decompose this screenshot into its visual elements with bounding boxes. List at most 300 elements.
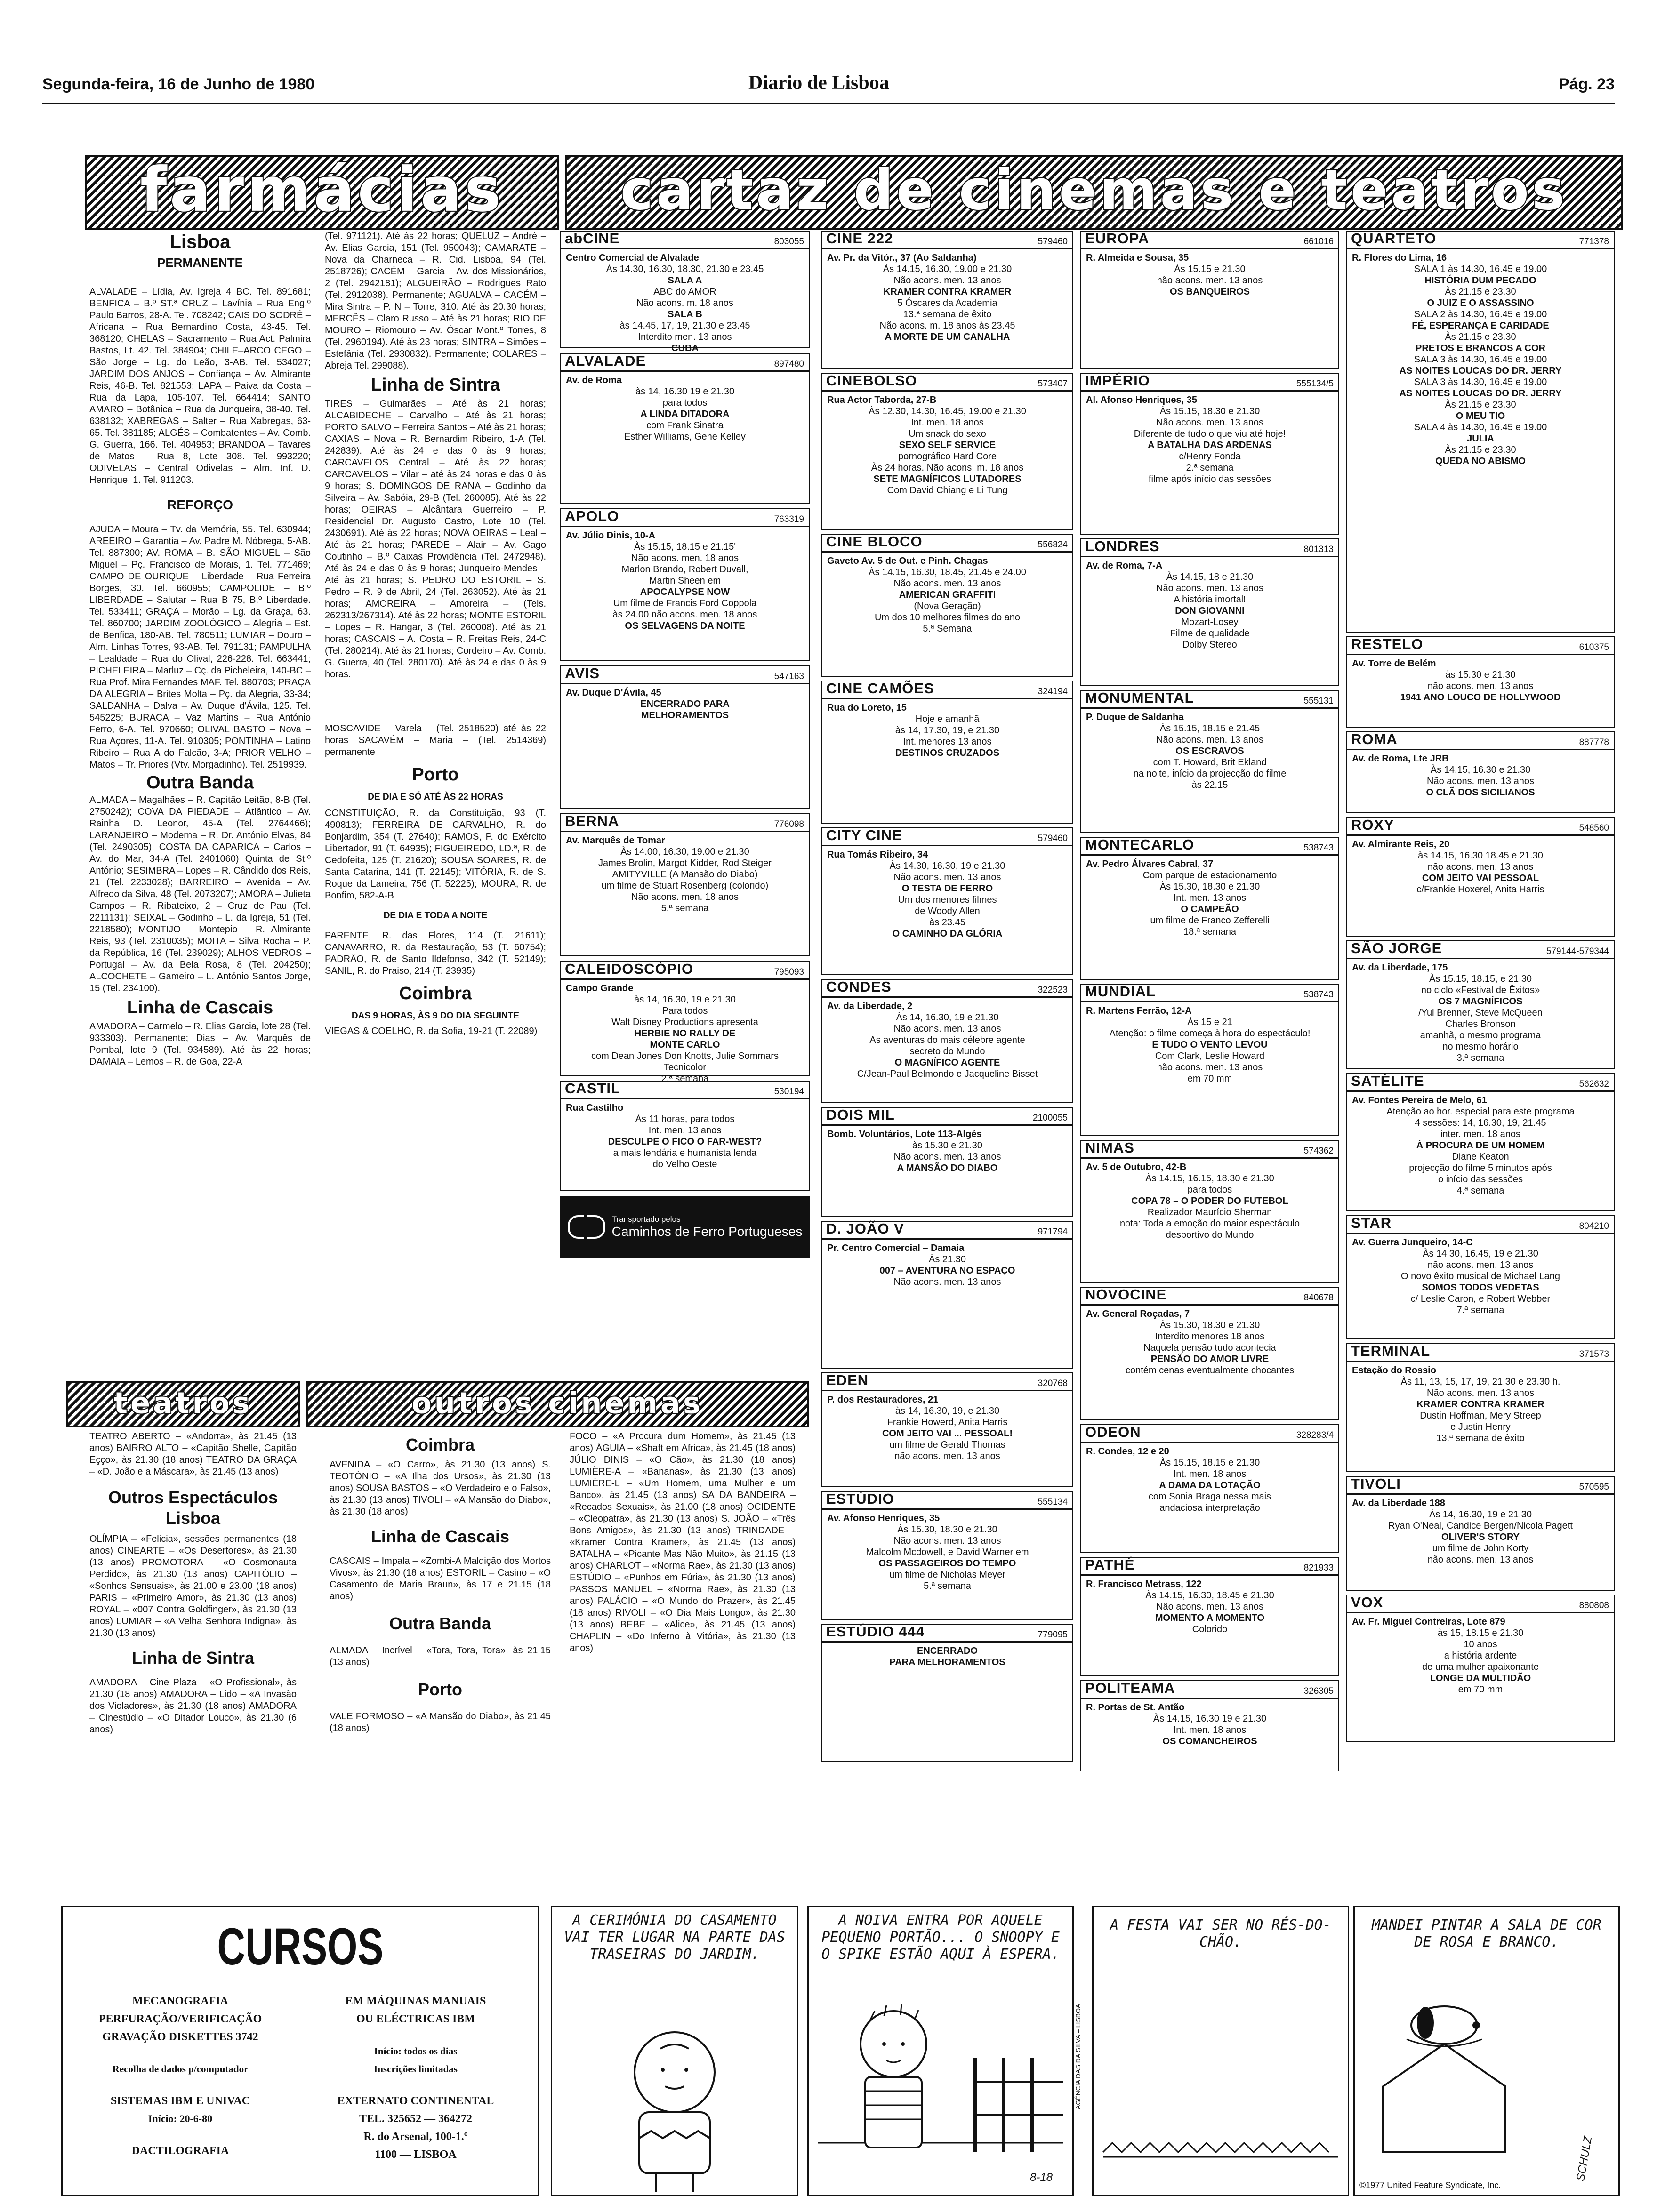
cinema-line: Tecnicolor xyxy=(663,1062,707,1073)
cinema-line: A LINDA DITADORA xyxy=(640,409,730,419)
cinema-listing xyxy=(560,230,810,353)
masthead xyxy=(42,72,1615,94)
cinema-line: C/Jean-Paul Belmondo e Jacqueline Bisset xyxy=(857,1069,1038,1079)
cinema-body xyxy=(1347,1092,1614,1199)
cinema-line: inter. men. 18 anos xyxy=(1440,1129,1521,1139)
cinema-header xyxy=(1347,732,1614,750)
cinema-line: 5 Óscares da Academia xyxy=(897,298,997,308)
cinema-line: 4 sessões: 14, 16.30, 19, 21.45 xyxy=(1415,1118,1546,1128)
cinema-body xyxy=(822,1391,1072,1465)
cinema-name: TERMINAL xyxy=(1351,1343,1431,1359)
cp-advertisement xyxy=(560,1196,810,1258)
oc-cascais-list: CASCAIS – Impala – «Zombi-A Maldição dos Mortos Vivos», às 21.30 (18 anos) ESTORIL – Casino – «O Casamento de Maria Braun», às 17 e 21.15 (18 anos) xyxy=(330,1556,551,1602)
cinema-line: c/Frankie Hoxerel, Anita Harris xyxy=(1416,884,1544,895)
cinema-line: Às 12.30, 14.30, 16.45, 19.00 e 21.30 xyxy=(869,406,1026,417)
cinema-body xyxy=(1081,1306,1338,1379)
cinema-header xyxy=(1347,818,1614,836)
cinema-line: ENCERRADO PARA xyxy=(640,699,730,709)
cinema-line: Atenção ao hor. especial para este programa xyxy=(1386,1106,1575,1117)
cinema-body xyxy=(822,1126,1072,1177)
cinema-line: não acons. men. 13 anos xyxy=(1157,1062,1263,1073)
cinema-phone: 776098 xyxy=(774,819,804,829)
cinema-phone: 661016 xyxy=(1303,237,1334,247)
cinema-header xyxy=(1081,374,1338,392)
cinema-name: MONTECARLO xyxy=(1085,836,1195,853)
cinema-address: Rua Castilho xyxy=(566,1103,624,1113)
artist-signature: SCHULZ xyxy=(1574,2135,1595,2182)
cinema-line: Às 11 horas, para todos xyxy=(635,1114,735,1124)
permanente-list: ALVALADE – Lídia, Av. Igreja 4 BC. Tel. 891681; BENFICA – B.º ST.ª CRUZ – Lavínia – Rua Eng.º Paulo Barros, 28-A. Tel. 708242; CAIS DO SODRÉ – Africana – Rua Bernardino Costa, 43-45. Tel. 368120; CHELAS – Sacramento – Rua Act. Palmira Bastos, Lt. 42. Tel. 384904; CHILE–ARCO CEGO – São Jorge – Lg. do Leão, 3-AB. Tel. 534027; JARDIM DOS ANJOS – Confiança – Av. Almirante Reis, 46-B. Tel. 821553; LAPA – Paiva da Costa – Rua da Lapa, 105-107. Tel. 664414; SANTO AMARO – Botânica – Rua da Junqueira, 38-40. Tel. 638132; XABREGAS – Salter – Rua Xabregas, 63-65. Tel. 381185; ALGÉS – Combatentes – Av. Comb. G. Guerra, 166. Tel. 404953; BRANDOA – Tavares de Matos – Rua 8, Lote 308. Tel. 993220; ODIVELAS – Central Odivelas – Alm. Inf. D. Henrique, 1. Tel. 911203. xyxy=(89,287,311,485)
cinema-address: R. Almeida e Sousa, 35 xyxy=(1086,253,1189,263)
cinema-header xyxy=(1347,1074,1614,1092)
cinema-line: Um snack do sexo xyxy=(909,429,986,439)
cinema-line: às 14, 16.30 19 e 21.30 xyxy=(635,386,735,397)
cinema-line: O MAGNÍFICO AGENTE xyxy=(894,1058,1000,1068)
cinema-line: A BATALHA DAS ARDENAS xyxy=(1148,440,1272,450)
teatros-sintra-heading: Linha de Sintra xyxy=(131,1648,255,1667)
cinema-line: às 15.30 e 21.30 xyxy=(912,1140,982,1151)
cinema-line: com Frank Sinatra xyxy=(646,420,724,431)
cinema-body xyxy=(822,249,1072,345)
cinema-line: ABC do AMOR xyxy=(653,287,716,297)
cinema-listing xyxy=(1080,373,1339,535)
cinema-line: Diferente de tudo o que viu até hoje! xyxy=(1134,429,1286,439)
cascais-heading: Linha de Cascais xyxy=(127,998,273,1018)
cinema-name: CONDES xyxy=(826,978,892,995)
cinema-name: LONDRES xyxy=(1085,538,1160,554)
cinema-listing xyxy=(821,373,1073,530)
cinema-listing xyxy=(1080,690,1339,833)
cascais-list: AMADORA – Carmelo – R. Elias Garcia, lote 28 (Tel. 933303). Permanente; Dias – Av. Marquês de Pombal, lote 9 (Tel. 934589). Até às 22 horas; DAMAIA – Lemos – R. de Goa, 22-A xyxy=(89,1021,311,1067)
cinema-line: O CAMINHO DA GLÓRIA xyxy=(892,929,1003,939)
cinema-line: PENSÃO DO AMOR LIVRE xyxy=(1150,1354,1269,1364)
ad-line: DACTILOGRAFIA xyxy=(131,2145,229,2157)
cinema-phone: 840678 xyxy=(1303,1293,1334,1303)
cinema-body xyxy=(561,684,809,724)
coimbra-heading: Coimbra xyxy=(399,984,472,1003)
cinema-line: OS 7 MAGNÍFICOS xyxy=(1438,996,1523,1007)
cp-text-block xyxy=(612,1215,803,1239)
cinema-phone: 779095 xyxy=(1038,1630,1068,1640)
cinema-line: SALA A xyxy=(668,275,702,286)
cinema-line: Não acons. men. 13 anos xyxy=(893,578,1001,589)
cinema-line: Às 15.30, 18.30 e 21.30 xyxy=(1159,882,1260,892)
cinema-line: SALA 1 às 14.30, 16.45 e 19.00 xyxy=(1414,264,1547,274)
cinema-line: ENCERRADO xyxy=(917,1646,978,1656)
ad-line: MECANOGRAFIA xyxy=(132,1995,228,2007)
cinema-phone: 371573 xyxy=(1579,1349,1609,1359)
cinema-line: DESTINOS CRUZADOS xyxy=(895,748,1000,758)
cinema-line: Às 14.15, 18 e 21.30 xyxy=(1166,572,1254,582)
cinema-phone: 562632 xyxy=(1579,1079,1609,1089)
cartaz-banner: cartaz de cinemas e teatros xyxy=(565,155,1623,230)
cinema-address: P. dos Restauradores, 21 xyxy=(827,1395,939,1405)
cinema-line: a mais lendária e humanista lenda xyxy=(613,1148,757,1158)
panel-3-speech: A FESTA VAI SER NO RÉS-DO-CHÃO. xyxy=(1110,1917,1331,1950)
cinema-line: filme após início das sessões xyxy=(1148,474,1271,484)
cinema-listing xyxy=(1346,1073,1615,1211)
cinema-line: 2.ª semana xyxy=(1186,463,1234,473)
cascais-continued: (Tel. 971121). Até às 22 horas; QUELUZ – André – Av. Elias Garcia, 151 (Tel. 950043); CAMARATE – Nova da Charneca – R. Cid. Lisboa, 94 (Tel. 2518726); CACÉM – Garcia – Av. dos Missionários, 2 (Tel. 2942181); ALGUEIRÃO – Rodrigues Rato (Tel. 2912038). Permanente; AGUALVA – CACÉM – Mira Sintra – P. N – Torre, 310. Até às 20.30 horas; MERCÊS – Claro Russo – Até às 21 horas; RIO DE MOURO – Riomouro – Av. Óscar Mont.º Torres, 8 (Tel. 2960194). Até às 23 horas; SINTRA – Simões – Estefânia (Tel. 2930832). Permanente; COLARES – Abreja Tel. 299088). xyxy=(325,231,546,371)
cinema-line: Não acons. men. 13 anos xyxy=(1156,583,1263,593)
cinema-line: Charles Bronson xyxy=(1445,1019,1516,1029)
cinema-line: Não acons. men. 13 anos xyxy=(893,1536,1001,1546)
cinema-line: Não acons. men. 13 anos xyxy=(1156,735,1263,745)
cinema-line: SEXO SELF SERVICE xyxy=(899,440,996,450)
cinema-line: PRETOS E BRANCOS A COR xyxy=(1416,343,1545,353)
cinema-address: Av. Duque D'Ávila, 45 xyxy=(566,688,661,698)
cinema-header xyxy=(822,1222,1072,1240)
cinema-address: R. Condes, 12 e 20 xyxy=(1086,1446,1169,1457)
cinema-line: Int. men. 18 anos xyxy=(911,417,984,428)
cinema-line: Não acons. men. 13 anos xyxy=(1156,1602,1263,1612)
cursos-left-block xyxy=(72,1992,289,2160)
cinema-line: Frankie Howerd, Anita Harris xyxy=(887,1417,1008,1427)
cinema-header xyxy=(561,509,809,527)
cursos-right-block xyxy=(307,1992,524,2164)
cinema-line: no mesmo horário xyxy=(1442,1042,1519,1052)
cinema-phone: 570595 xyxy=(1579,1482,1609,1492)
cinema-header xyxy=(561,666,809,684)
cinema-address: Av. da Liberdade, 2 xyxy=(827,1001,913,1011)
cinema-name: STAR xyxy=(1351,1215,1392,1231)
cinema-line: Às 21.15 e 23.30 xyxy=(1445,445,1516,455)
cinema-line: Às 15.15, 18.15, e 21.30 xyxy=(1429,974,1532,984)
cinema-header xyxy=(561,354,809,372)
cinema-line: Não acons. m. 18 anos xyxy=(636,298,733,308)
cinema-phone: 897480 xyxy=(774,359,804,369)
ad-line: GRAVAÇÃO DISKETTES 3742 xyxy=(102,2031,258,2043)
ad-line: PERFURAÇÃO/VERIFICAÇÃO xyxy=(98,2013,262,2025)
cinema-header xyxy=(561,232,809,249)
cinema-phone: 555134/5 xyxy=(1296,379,1334,389)
porto-list-2: PARENTE, R. das Flores, 114 (T. 21611); CANAVARRO, R. da Restauração, 53 (T. 60754); PADRÃO, R. de Santo Ildefonso, 342 (T. 52149); SANIL, R. do Praiso, 214 (T. 23935) xyxy=(325,930,546,976)
cinema-line: não acons. men. 13 anos xyxy=(1427,862,1534,872)
cinema-listing xyxy=(1080,1557,1339,1676)
oc-outra-banda-heading: Outra Banda xyxy=(389,1614,491,1633)
cinema-phone: 548560 xyxy=(1579,823,1609,833)
cinema-address: Av. Fr. Miguel Contreiras, Lote 879 xyxy=(1352,1617,1505,1627)
cinema-header xyxy=(822,374,1072,392)
cinema-line: Às 14, 16.30, 19 e 21.30 xyxy=(896,1012,999,1023)
cinema-line: (Nova Geração) xyxy=(914,601,981,611)
ad-line: OU ELÉCTRICAS IBM xyxy=(356,2013,475,2025)
cinema-body xyxy=(561,527,809,634)
cinema-line: DESCULPE O FICO O FAR-WEST? xyxy=(608,1137,762,1147)
cinema-name: ODEON xyxy=(1085,1424,1141,1440)
cinema-line: Às 14.15, 16.30, 18.45 e 21.30 xyxy=(1145,1590,1274,1601)
cinema-line: às 14.45, 17, 19, 21.30 e 23.45 xyxy=(619,321,750,331)
ad-line: Início: todos os dias xyxy=(374,2045,458,2057)
cinema-header xyxy=(1347,941,1614,959)
porto-subheading-2: DE DIA E TODA A NOITE xyxy=(383,911,488,921)
cinema-listing xyxy=(1080,837,1339,980)
cinema-line: não acons. men. 13 anos xyxy=(1427,1555,1534,1565)
cinema-phone: 880808 xyxy=(1579,1601,1609,1611)
cinema-phone: 795093 xyxy=(774,967,804,977)
comic-panel-3 xyxy=(1092,1906,1349,2196)
cinema-line: Dolby Stereo xyxy=(1182,640,1237,650)
cinema-body xyxy=(822,1240,1072,1290)
cinema-phone: 801313 xyxy=(1303,545,1334,554)
cinema-phone: 579460 xyxy=(1038,237,1068,247)
cinema-line: Não acons. men. 18 anos xyxy=(631,892,739,902)
cinema-line: AS NOITES LOUCAS DO DR. JERRY xyxy=(1399,366,1562,376)
cursos-advertisement xyxy=(61,1906,539,2196)
cinema-line: Hoje e amanhã xyxy=(915,714,980,724)
outros-cinemas-banner: outros cinemas xyxy=(306,1381,809,1427)
cinema-header xyxy=(1081,1681,1338,1699)
oc-coimbra-list: AVENIDA – «O Carro», às 21.30 (13 anos) S. TEOTÓNIO – «A Ilha dos Ursos», às 21.30 (13 anos) SOUSA BASTOS – «O Verdadeiro e o Falso», às 21.30 (13 anos) TIVOLI – «A Mansão do Diabo», às 21.30 (18 anos) xyxy=(330,1459,551,1517)
cinema-header xyxy=(1347,1477,1614,1495)
cinema-header xyxy=(1081,985,1338,1002)
cinema-line: Com David Chiang e Li Tung xyxy=(887,485,1008,496)
cinema-header xyxy=(822,980,1072,998)
cinema-line: contém cenas eventualmente chocantes xyxy=(1126,1365,1294,1376)
cinema-name: MUNDIAL xyxy=(1085,983,1156,1000)
cinema-address: Av. Pedro Álvares Cabral, 37 xyxy=(1086,859,1214,869)
cinema-line: OS PASSAGEIROS DO TEMPO xyxy=(878,1558,1016,1569)
cinema-address: Av. de Roma, Lte JRB xyxy=(1352,753,1449,764)
cinema-line: 10 anos xyxy=(1464,1639,1497,1650)
cinema-body xyxy=(822,392,1072,499)
cinema-line: Às 14.30, 16.30, 19 e 21.30 xyxy=(889,861,1005,871)
cinema-line: Às 14.15, 16.30 e 21.30 xyxy=(1430,765,1531,775)
cinema-phone: 555134 xyxy=(1038,1497,1068,1507)
cinema-line: na noite, início da projecção do filme xyxy=(1133,769,1287,779)
cinema-line: 5.ª semana xyxy=(661,903,709,914)
cinema-line: Um filme de Francis Ford Coppola xyxy=(613,598,757,609)
cinema-body xyxy=(1347,1234,1614,1319)
cinema-listing xyxy=(1346,731,1615,813)
cinema-line: Às 14.15, 16.30 19 e 21.30 xyxy=(1153,1714,1267,1724)
outros-espectaculos-heading: Outros Espectáculos Lisboa xyxy=(108,1488,278,1528)
cinema-line: HERBIE NO RALLY DE xyxy=(634,1028,736,1039)
cinema-header xyxy=(1081,1288,1338,1306)
ad-line: 1100 — LISBOA xyxy=(375,2148,457,2161)
cinema-header xyxy=(561,962,809,980)
cinema-listing xyxy=(1080,538,1339,686)
cinema-line: Não acons. m. 18 anos às 23.45 xyxy=(879,321,1015,331)
cinema-line: Um dos menores filmes xyxy=(898,895,997,905)
cinema-line: às 14, 16.30, 19 e 21.30 xyxy=(634,994,736,1005)
comic-strip xyxy=(551,1906,1619,2198)
cinema-header xyxy=(1081,232,1338,249)
cinema-address: Al. Afonso Henriques, 35 xyxy=(1086,395,1197,405)
cinema-line: às 15.30 e 21.30 xyxy=(1445,670,1516,680)
cinema-line: Int. men. 18 anos xyxy=(1173,1469,1247,1479)
cinema-line: Às 11, 13, 15, 17, 19, 21.30 e 23.30 h. xyxy=(1400,1377,1560,1387)
cinema-header xyxy=(822,1373,1072,1391)
cinema-line: QUEDA NO ABISMO xyxy=(1435,456,1526,466)
cinema-header xyxy=(1081,1425,1338,1443)
cinema-line: em 70 mm xyxy=(1458,1684,1503,1695)
cinema-line: Atenção: o filme começa à hora do espectáculo! xyxy=(1109,1028,1311,1039)
cinema-body xyxy=(1347,1613,1614,1698)
cinema-listing xyxy=(821,1372,1073,1487)
cinema-name: D. JOÃO V xyxy=(826,1220,904,1237)
cinema-phone: 328283/4 xyxy=(1296,1430,1334,1440)
cinema-name: ESTÚDIO xyxy=(826,1491,894,1507)
cinema-line: nota: Toda a emoção do maior espectáculo xyxy=(1119,1218,1300,1229)
cinema-line: Às 14, 16.30, 19 e 21.30 xyxy=(1429,1509,1532,1520)
cinema-line: um filme de Franco Zefferelli xyxy=(1150,915,1270,926)
cinema-line: para todos xyxy=(662,398,708,408)
cinema-line: Realizador Maurício Sherman xyxy=(1147,1207,1272,1218)
cinema-line: Não acons. men. 13 anos xyxy=(893,1152,1001,1162)
cinema-line: Às 21.15 e 23.30 xyxy=(1445,400,1516,410)
cinema-line: não acons. men. 13 anos xyxy=(1157,275,1263,286)
porto-list: CONSTITUIÇÃO, R. da Constituição, 93 (T. 490813); FERREIRA DE CARVALHO, R. do Bonjardim, 354 (T. 27640); RAMOS, P. do Exército Libertador, 91 (T. 64935); FIGUEIREDO, LD.ª, R. de Cedofeita, 125 (T. 21620); SOUSA SOARES, R. de Santa Catarina, 141 (T. 22145); VITÓRIA, R. de S. Roque da Lameira, 756 (T. 52225); MOURA, R. de Bonfim, 582-A-B xyxy=(325,808,546,901)
cinema-body xyxy=(1081,1159,1338,1243)
cinema-listing xyxy=(1346,817,1615,937)
cinema-line: Int. men. 13 anos xyxy=(648,1125,722,1136)
cinema-name: TIVOLI xyxy=(1351,1475,1401,1492)
cinema-line: do Velho Oeste xyxy=(652,1159,717,1170)
ad-line: EM MÁQUINAS MANUAIS xyxy=(345,1995,486,2007)
cinema-address: Av. da Liberdade, 175 xyxy=(1352,962,1448,973)
comic-panel-2 xyxy=(807,1906,1074,2196)
cinema-listing xyxy=(560,1081,810,1191)
cinema-line: às 14, 16.30, 19, e 21.30 xyxy=(895,1406,1000,1416)
cinema-line: OS COMANCHEIROS xyxy=(1162,1736,1257,1747)
cinema-listing xyxy=(560,665,810,809)
cinema-line: COM JEITO VAI PESSOAL xyxy=(1422,873,1539,883)
cinema-line: amanhã, o mesmo programa xyxy=(1420,1030,1541,1041)
cinema-listing xyxy=(821,1491,1073,1620)
cinema-phone: 610375 xyxy=(1579,642,1609,652)
cinema-name: CITY CINE xyxy=(826,827,902,843)
cinema-name: MONUMENTAL xyxy=(1085,689,1194,706)
cinema-line: KRAMER CONTRA KRAMER xyxy=(1416,1399,1544,1410)
cinema-line: Não acons. men. 13 anos xyxy=(893,275,1001,286)
cinema-line: James Brolin, Margot Kidder, Rod Steiger xyxy=(598,858,772,868)
cinema-address: R. Francisco Metrass, 122 xyxy=(1086,1579,1202,1589)
cinema-address: R. Martens Ferrão, 12-A xyxy=(1086,1006,1192,1016)
cinema-line: 3.ª semana xyxy=(1456,1053,1504,1063)
cinema-line: KRAMER CONTRA KRAMER xyxy=(883,287,1012,297)
sintra-heading: Linha de Sintra xyxy=(370,375,500,395)
cinema-line: Às 15 e 21 xyxy=(1187,1017,1232,1027)
lisboa-heading: Lisboa xyxy=(169,232,231,252)
cinema-line: Às 21.30 xyxy=(929,1254,966,1265)
cinema-line: Interdito men. 13 anos xyxy=(638,332,732,342)
outros-cinemas-column-2 xyxy=(570,1431,796,1887)
cinema-line: HISTÓRIA DUM PECADO xyxy=(1424,275,1536,286)
cinema-body xyxy=(822,699,1072,761)
cinema-line: Filme de qualidade xyxy=(1170,628,1250,639)
cinema-body xyxy=(1347,1495,1614,1568)
cinema-name: CINE 222 xyxy=(826,230,893,247)
cinema-listing xyxy=(560,353,810,504)
cinema-line: O JUIZ E O ASSASSINO xyxy=(1427,298,1534,308)
cinema-name: CALEIDOSCÓPIO xyxy=(565,961,694,977)
cinema-line: para todos xyxy=(1187,1185,1232,1195)
cinema-line: O TESTA DE FERRO xyxy=(901,883,993,894)
issue-date: Segunda-feira, 16 de Junho de 1980 xyxy=(42,75,315,93)
cinema-phone: 538743 xyxy=(1303,990,1334,1000)
cinema-listing xyxy=(1080,984,1339,1136)
cinema-listing xyxy=(821,681,1073,824)
cinema-line: Não acons. men. 13 anos xyxy=(893,872,1001,882)
cinema-line: em 70 mm xyxy=(1187,1074,1232,1084)
cinema-line: às 24.00 não acons. men. 18 anos xyxy=(612,609,757,620)
cinema-header xyxy=(1347,1344,1614,1362)
cinema-name: QUARTETO xyxy=(1351,230,1437,247)
cinema-line: LONGE DA MULTIDÃO xyxy=(1430,1673,1531,1683)
cinema-line: às 23.45 xyxy=(929,917,965,928)
cinema-body xyxy=(561,1099,809,1173)
cinema-line: Às 24 horas. Não acons. m. 18 anos xyxy=(871,463,1024,473)
cinema-line: Marlon Brando, Robert Duvall, xyxy=(621,564,748,575)
cinema-line: andaciosa interpretação xyxy=(1159,1503,1260,1513)
cinema-name: ROXY xyxy=(1351,817,1394,833)
oc-porto-cinemas-list: FOCO – «A Procura dum Homem», às 21.45 (13 anos) ÁGUIA – «Shaft em Africa», às 21.45 (18 anos) JÚLIO DINIS – «O Cão», às 21.30 (18 anos) LUMIÈRE-A – «Bananas», às 21.30 (13 anos) LUMIÈRE-L – «Um Homem, uma Mulher e um Banco», às 21.45 (13 anos) SA DA BANDEIRA – «Recados Sexuais», às 21.00 (18 anos) OCIDENTE – «Cleopatra», às 21.30 (13 anos) S. JOÃO – «Três Bons Amigos», às 21.30 (13 anos) TRINDADE – «Kramer Contra Kramer», às 21.45 (13 anos) BATALHA – «Picante Mas Não Muito», às 21.15 (13 anos) CHARLOT – «Norma Rae», às 21.30 (13 anos) ESTÚDIO – «Punhos em Fúria», às 21.30 (13 anos) PASSOS MANUEL – «Norma Rae», às 21.30 (13 anos) PALÁCIO – «O Mundo do Prazer», às 21.45 (18 anos) RIVOLI – «O Dia Mais Longo», às 21.30 (13 anos) BEBE – «Alice», às 21.45 (13 anos) CHAPLIN – «Do Inferno à Vitória», às 21.30 (13 anos) xyxy=(570,1431,796,1653)
cinema-body xyxy=(561,372,809,445)
cinema-body xyxy=(1081,856,1338,940)
cinema-line: PARA MELHORAMENTOS xyxy=(889,1657,1005,1667)
cinema-body xyxy=(822,553,1072,637)
cinema-line: às 14.15, 16.30 18.45 e 21.30 xyxy=(1418,850,1543,861)
cinema-header xyxy=(822,681,1072,699)
cinema-address: Av. General Roçadas, 7 xyxy=(1086,1309,1190,1319)
cinema-line: SALA 2 às 14.30, 16.45 e 19.00 xyxy=(1414,309,1547,320)
cp-caption: Transportado pelos xyxy=(611,1215,681,1224)
cinema-header xyxy=(1081,539,1338,557)
cinema-phone: 2100055 xyxy=(1033,1113,1068,1123)
cinema-line: Às 15.30, 18.30 e 21.30 xyxy=(1159,1320,1260,1330)
moscavide-sacavem: MOSCAVIDE – Varela – (Tel. 2518520) até às 22 horas SACAVÉM – Maria – (Tel. 2514369) permanente xyxy=(325,723,546,757)
cinema-listing xyxy=(821,1221,1073,1369)
cinema-line: Walt Disney Productions apresenta xyxy=(611,1017,758,1027)
cinema-body xyxy=(822,846,1072,942)
linus-and-fence-figure xyxy=(818,2002,1063,2190)
cinema-name: APOLO xyxy=(565,508,619,524)
cinema-phone: 556824 xyxy=(1038,540,1068,550)
cinema-line: A MORTE DE UM CANALHA xyxy=(885,332,1010,342)
oc-outra-banda-list: ALMADA – Incrível – «Tora, Tora, Tora», às 21.15 (13 anos) xyxy=(330,1645,551,1667)
comic-copyright: ©1977 United Feature Syndicate, Inc. xyxy=(1359,2180,1501,2190)
cinema-name: POLITEAMA xyxy=(1085,1680,1175,1696)
cinema-body xyxy=(1081,249,1338,300)
cinema-listing xyxy=(1346,940,1615,1069)
panel-1-speech: A CERIMÓNIA DO CASAMENTO VAI TER LUGAR NA PARTE DAS TRASEIRAS DO JARDIM. xyxy=(564,1912,785,1963)
cinema-line: MELHORAMENTOS xyxy=(641,710,729,721)
cinema-address: Av. Afonso Henriques, 35 xyxy=(827,1513,940,1523)
cinema-line: MOMENTO A MOMENTO xyxy=(1155,1613,1265,1623)
cinema-line: JULIA xyxy=(1467,433,1494,444)
cinema-body xyxy=(561,980,809,1087)
cinema-line: Às 15.15, 18.15 e 21.30 xyxy=(1159,1458,1260,1468)
cinema-body xyxy=(1081,1443,1338,1516)
cinema-line: OLIVER'S STORY xyxy=(1441,1532,1520,1542)
cinema-line: de uma mulher apaixonante xyxy=(1422,1662,1539,1672)
cinema-body xyxy=(1347,249,1614,470)
cinema-line: Não acons. men. 18 anos xyxy=(631,553,739,563)
sintra-list: TIRES – Guimarães – Até às 21 horas; ALCABIDECHE – Carvalho – Até às 21 horas; PORTO SALVO – Ferreira Santos – Até às 21 horas; CAXIAS – Nova – R. Bernardim Ribeiro, 1-A (Tel. 242839). Até às 24 e das 0 às 9 horas; CARCAVELOS Central – Até às 22 horas; CARCAVELOS – Vilar – até às 24 horas e das 0 às 9 horas; S. DOMINGOS DE RANA – Godinho da Silveira – Av. Sabóia, 29-B (Tel. 260085). Até às 22 horas; OEIRAS – Alcântara Guerreiro – P. Residencial Dr. Augusto Castro, Lote 10 (Tel. 2430691). Até às 22 horas; NOVA OEIRAS – Leal – Até às 21 horas; PAREDE – Alair – Av. Gago Coutinho – B.º Caixas Providência (Tel. 2472948). Até às 24 e das 0 às 9 horas; Junqueiro-Mendes – Até às 21 horas; S. PEDRO DO ESTORIL – S. Pedro – R. 9 de Abril, 24 (Tel. 263052). Até às 21 horas; AMOREIRA – Amoreira – (Tels. 262313/267314). Até às 22 horas; MONTE ESTORIL – Lopes – R. Hangar, 3 (Tel. 260008). Até às 21 horas; CASCAIS – A. Costa – R. Freitas Reis, 24-C (Tel. 280214). Até às 21 horas; Cordeiro – Av. Comb. G. Guerra, 40 (Tel. 280170). Até às 24 e das 0 às 9 horas. xyxy=(325,399,546,680)
cinema-phone: 579460 xyxy=(1038,834,1068,843)
ad-line: R. do Arsenal, 100-1.º xyxy=(363,2131,468,2143)
cinema-line: COPA 78 – O PODER DO FUTEBOL xyxy=(1131,1196,1288,1206)
cinema-line: 13.ª semana de êxito xyxy=(1436,1433,1525,1443)
outros-espectaculos-list: OLÍMPIA – «Felicia», sessões permanentes (18 anos) CINEARTE – «Os Desertores», às 21.30 (13 anos) PROMOTORA – «O Cosmonauta Perdido», às 21.30 (13 anos) CAPITÓLIO – «Sonhos Sensuais», às 21.00 e 23.00 (18 anos) PARIS – «Primeiro Amor», às 21.30 (13 anos) ROYAL – «007 Contra Goldfinger», às 21.30 (13 anos) LUMIAR – «A Velha Senhora Indigna», às 21.30 (13 anos) xyxy=(89,1534,297,1638)
comic-panel-1 xyxy=(551,1906,798,2196)
cinema-line: O CLÃ DOS SICILIANOS xyxy=(1426,787,1535,798)
cinema-name: SÃO JORGE xyxy=(1351,940,1442,956)
cinema-body xyxy=(1081,709,1338,793)
cinema-line: E TUDO O VENTO LEVOU xyxy=(1152,1040,1268,1050)
cinema-address: Pr. Centro Comercial – Damaia xyxy=(827,1243,965,1253)
